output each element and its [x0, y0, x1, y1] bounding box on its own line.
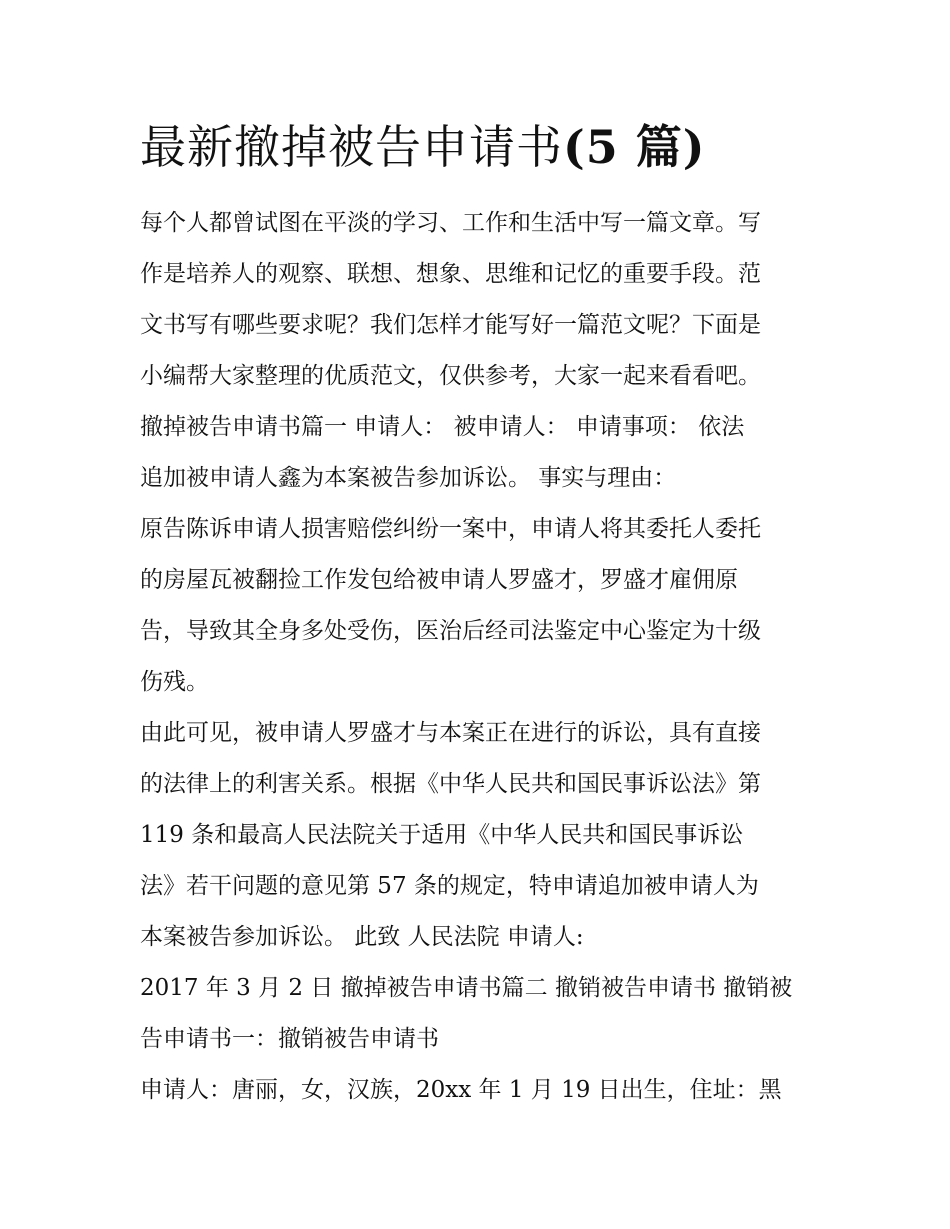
text-line: 申请人：唐丽，女，汉族，20xx 年 1 月 19 日出生，住址：黑 [140, 1077, 782, 1103]
document-title [140, 112, 840, 182]
text-line: 作是培养人的观察、联想、想象、思维和记忆的重要手段。范 [140, 261, 761, 287]
text-line: 本案被告参加诉讼。 此致 人民法院 申请人: [140, 924, 584, 950]
text-line: 法》若干问题的意见第 57 条的规定，特申请追加被申请人为 [140, 873, 759, 899]
text-line: 119 条和最高人民法院关于适用《中华人民共和国民事诉讼 [140, 822, 744, 848]
document-title-count: (5 篇) [563, 120, 706, 174]
text-line: 文书写有哪些要求呢？我们怎样才能写好一篇范文呢？下面是 [140, 312, 761, 338]
text-line: 的房屋瓦被翻捡工作发包给被申请人罗盛才，罗盛才雇佣原 [140, 567, 738, 593]
document-body [140, 198, 820, 1116]
text-line: 原告陈诉申请人损害赔偿纠纷一案中，申请人将其委托人委托 [140, 516, 761, 542]
text-line: 追加被申请人鑫为本案被告参加诉讼。 事实与理由： [140, 465, 677, 491]
text-line: 每个人都曾试图在平淡的学习、工作和生活中写一篇文章。写 [140, 210, 761, 236]
text-line: 2017 年 3 月 2 日 撤掉被告申请书篇二 撤销被告申请书 撤销被 [140, 975, 793, 1001]
document-title-text: 最新撤掉被告申请书 [140, 120, 563, 174]
text-line: 的法律上的利害关系。根据《中华人民共和国民事诉讼法》第 [140, 771, 761, 797]
text-line: 伤残。 [140, 669, 209, 695]
text-line: 小编帮大家整理的优质范文，仅供参考，大家一起来看看吧。 [140, 363, 761, 389]
text-line: 由此可见，被申请人罗盛才与本案正在进行的诉讼，具有直接 [140, 720, 761, 746]
text-line: 告申请书一：撤销被告申请书 [140, 1026, 439, 1052]
text-line: 撤掉被告申请书篇一 申请人： 被申请人： 申请事项： 依法 [140, 414, 745, 440]
text-line: 告，导致其全身多处受伤，医治后经司法鉴定中心鉴定为十级 [140, 618, 761, 644]
